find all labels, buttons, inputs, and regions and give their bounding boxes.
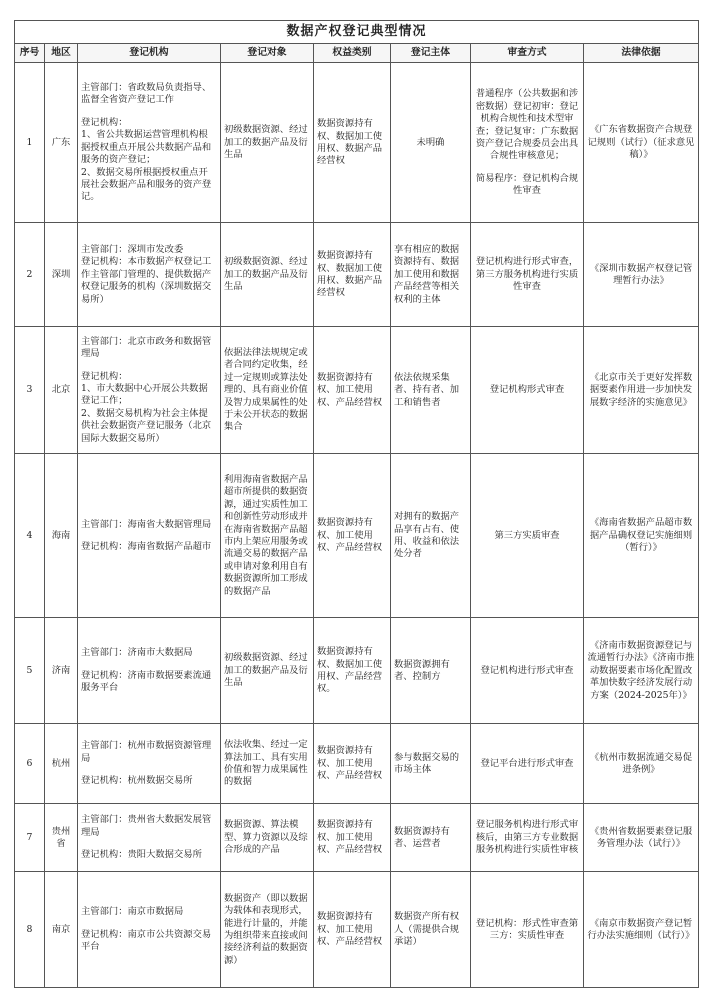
table-row xyxy=(15,872,699,988)
header-cell: 登记机构 xyxy=(78,44,221,63)
review-cell xyxy=(471,63,584,223)
region-cell: 南京 xyxy=(45,872,78,988)
agency-cell-paragraph: 主管部门：贵州省大数据发展管理局 xyxy=(81,814,212,838)
header-cell: 地区 xyxy=(45,44,78,63)
agency-cell-paragraph: 主管部门：杭州市数据资源管理局 xyxy=(81,740,212,764)
agency-cell-paragraph: 登记机构： 1、市大数据中心开展公共数据登记工作； 2、数据交易机构为社会主体提供社会数据资产登记服务（北京国际大数据交易所） xyxy=(81,370,212,444)
row-number: 4 xyxy=(15,454,45,618)
header-cell: 审查方式 xyxy=(471,44,584,63)
review-cell-paragraph: 登记服务机构进行形式审核后，由第三方专业数据服务机构进行实质性审核 xyxy=(475,819,579,856)
row-number: 7 xyxy=(15,804,45,872)
agency-cell xyxy=(78,872,221,988)
review-cell-paragraph: 第三方实质审查 xyxy=(494,529,560,541)
agency-cell-paragraph: 登记机构：杭州数据交易所 xyxy=(81,775,193,787)
law-cell: 《贵州省数据要素登记服务管理办法（试行）》 xyxy=(584,804,699,872)
review-cell-paragraph: 登记平台进行形式审查 xyxy=(480,757,574,769)
review-cell xyxy=(471,804,584,872)
review-cell-paragraph: 普通程序（公共数据和涉密数据）登记初审：登记机构合规性和技术型审查；登记复审：广东数据资产登记合规委员会出具合规性审核意见； xyxy=(475,88,579,162)
agency-cell xyxy=(78,327,221,454)
region-cell: 济南 xyxy=(45,618,78,724)
review-cell-paragraph: 简易程序：登记机构合规性审查 xyxy=(475,172,579,197)
object-cell: 利用海南省数据产品超市所提供的数据资源，通过实质性加工和创新性劳动形成并在海南省数据产品超市内上架应用服务或流通交易的数据产品或申请对象利用自有数据资源所加工形成的数据产品 xyxy=(221,454,314,618)
header-cell: 登记主体 xyxy=(391,44,471,63)
agency-cell-paragraph: 主管部门：深圳市发改委 登记机构：本市数据产权登记工作主管部门管理的、提供数据产权登记服务的机构（深圳数据交易所） xyxy=(81,243,212,305)
review-cell-paragraph: 登记机构进行形式审查 xyxy=(480,664,574,676)
object-cell: 数据资产（即以数据为载体和表现形式，能进行计量的，并能为组织带来直接或间接经济利益的数据资源） xyxy=(221,872,314,988)
agency-cell-paragraph: 主管部门：省政数局负责指导、监督全省资产登记工作 xyxy=(81,82,212,106)
table-title: 数据产权登记典型情况 xyxy=(15,21,699,44)
header-cell: 登记对象 xyxy=(221,44,314,63)
subject-cell: 数据资产所有权人（需提供合规承诺） xyxy=(391,872,471,988)
review-cell-paragraph: 登记机构：形式性审查第三方：实质性审查 xyxy=(475,917,579,941)
subject-cell: 享有相应的数据资源持有、数据加工使用和数据产品经营等相关权利的主体 xyxy=(391,223,471,327)
rights-cell: 数据资源持有权、加工使用权、产品经营权 xyxy=(314,804,391,872)
law-cell: 《北京市关于更好发挥数据要素作用进一步加快发展数字经济的实施意见》 xyxy=(584,327,699,454)
object-cell: 依据法律法规规定或者合同约定收集，经过一定规则或算法处理的、具有商业价值及智力成果属性的处于未公开状态的数据集合 xyxy=(221,327,314,454)
subject-cell: 数据资源拥有者、控制方 xyxy=(391,618,471,724)
subject-cell: 参与数据交易的市场主体 xyxy=(391,724,471,804)
law-cell: 《杭州市数据流通交易促进条例》 xyxy=(584,724,699,804)
agency-cell-paragraph: 登记机构： 1、省公共数据运营管理机构根据授权重点开展公共数据产品和服务的资产登记； 2、数据交易所根据授权重点开展社会数据产品和服务的资产登记。 xyxy=(81,116,212,203)
registry-document xyxy=(14,20,698,988)
object-cell: 初级数据资源、经过加工的数据产品及衍生品 xyxy=(221,63,314,223)
rights-cell: 数据资源持有权、加工使用权、产品经营权 xyxy=(314,327,391,454)
header-cell: 法律依据 xyxy=(584,44,699,63)
review-cell xyxy=(471,454,584,618)
review-cell xyxy=(471,724,584,804)
review-cell-paragraph: 登记机构进行形式审查，第三方服务机构进行实质性审查 xyxy=(475,256,579,293)
rights-cell: 数据资源持有权、数据加工使用权、产品经营权。 xyxy=(314,618,391,724)
agency-cell xyxy=(78,618,221,724)
rights-cell: 数据资源持有权、加工使用权、产品经营权 xyxy=(314,872,391,988)
region-cell: 贵州省 xyxy=(45,804,78,872)
header-cell: 序号 xyxy=(15,44,45,63)
row-number: 1 xyxy=(15,63,45,223)
row-number: 3 xyxy=(15,327,45,454)
law-cell: 《深圳市数据产权登记管理暂行办法》 xyxy=(584,223,699,327)
table-row xyxy=(15,724,699,804)
row-number: 8 xyxy=(15,872,45,988)
object-cell: 依法收集、经过一定算法加工、具有实用价值和智力成果属性的数据 xyxy=(221,724,314,804)
table-row xyxy=(15,454,699,618)
agency-cell-paragraph: 主管部门：北京市政务和数据管理局 xyxy=(81,335,212,360)
law-cell: 《南京市数据资产登记暂行办法实施细则（试行）》 xyxy=(584,872,699,988)
row-number: 5 xyxy=(15,618,45,724)
subject-cell: 依法依规采集者、持有者、加工和销售者 xyxy=(391,327,471,454)
agency-cell xyxy=(78,804,221,872)
agency-cell-paragraph: 登记机构：济南市数据要素流通服务平台 xyxy=(81,669,212,694)
agency-cell xyxy=(78,724,221,804)
region-cell: 北京 xyxy=(45,327,78,454)
rights-cell: 数据资源持有权、加工使用权、产品经营权 xyxy=(314,724,391,804)
object-cell: 数据资源、算法模型、算力资源以及综合形成的产品 xyxy=(221,804,314,872)
agency-cell xyxy=(78,223,221,327)
agency-cell xyxy=(78,63,221,223)
review-cell xyxy=(471,618,584,724)
rights-cell: 数据资源持有权、数据加工使用权、数据产品经营权 xyxy=(314,223,391,327)
agency-cell-paragraph: 主管部门：济南市大数据局 xyxy=(81,647,193,659)
review-cell xyxy=(471,327,584,454)
table-row xyxy=(15,63,699,223)
agency-cell-paragraph: 登记机构：海南省数据产品超市 xyxy=(81,540,212,552)
agency-cell-paragraph: 主管部门：南京市数据局 xyxy=(81,906,184,918)
review-cell-paragraph: 登记机构形式审查 xyxy=(489,384,565,396)
law-cell: 《广东省数据资产合规登记规则（试行）（征求意见稿）》 xyxy=(584,63,699,223)
table-row xyxy=(15,327,699,454)
region-cell: 广东 xyxy=(45,63,78,223)
row-number: 2 xyxy=(15,223,45,327)
table-row xyxy=(15,804,699,872)
row-number: 6 xyxy=(15,724,45,804)
agency-cell xyxy=(78,454,221,618)
table-row xyxy=(15,618,699,724)
rights-cell: 数据资源持有权、数据加工使用权、数据产品经营权 xyxy=(314,63,391,223)
review-cell xyxy=(471,872,584,988)
agency-cell-paragraph: 主管部门：海南省大数据管理局 xyxy=(81,518,212,530)
table-row xyxy=(15,223,699,327)
subject-cell: 未明确 xyxy=(391,63,471,223)
header-row xyxy=(15,44,699,63)
header-cell: 权益类别 xyxy=(314,44,391,63)
review-cell xyxy=(471,223,584,327)
rights-cell: 数据资源持有权、加工使用权、产品经营权 xyxy=(314,454,391,618)
region-cell: 深圳 xyxy=(45,223,78,327)
registry-table xyxy=(14,20,699,988)
region-cell: 海南 xyxy=(45,454,78,618)
subject-cell: 对拥有的数据产品享有占有、使用、收益和依法处分者 xyxy=(391,454,471,618)
agency-cell-paragraph: 登记机构：贵阳大数据交易所 xyxy=(81,849,202,861)
law-cell: 《海南省数据产品超市数据产品确权登记实施细则（暂行）》 xyxy=(584,454,699,618)
subject-cell: 数据资源持有者、运营者 xyxy=(391,804,471,872)
object-cell: 初级数据资源、经过加工的数据产品及衍生品 xyxy=(221,618,314,724)
object-cell: 初级数据资源、经过加工的数据产品及衍生品 xyxy=(221,223,314,327)
law-cell: 《济南市数据资源登记与流通暂行办法》《济南市推动数据要素市场化配置改革加快数字经济发展行动方案（2024-2025年）》 xyxy=(584,618,699,724)
agency-cell-paragraph: 登记机构：南京市公共资源交易平台 xyxy=(81,928,212,953)
region-cell: 杭州 xyxy=(45,724,78,804)
